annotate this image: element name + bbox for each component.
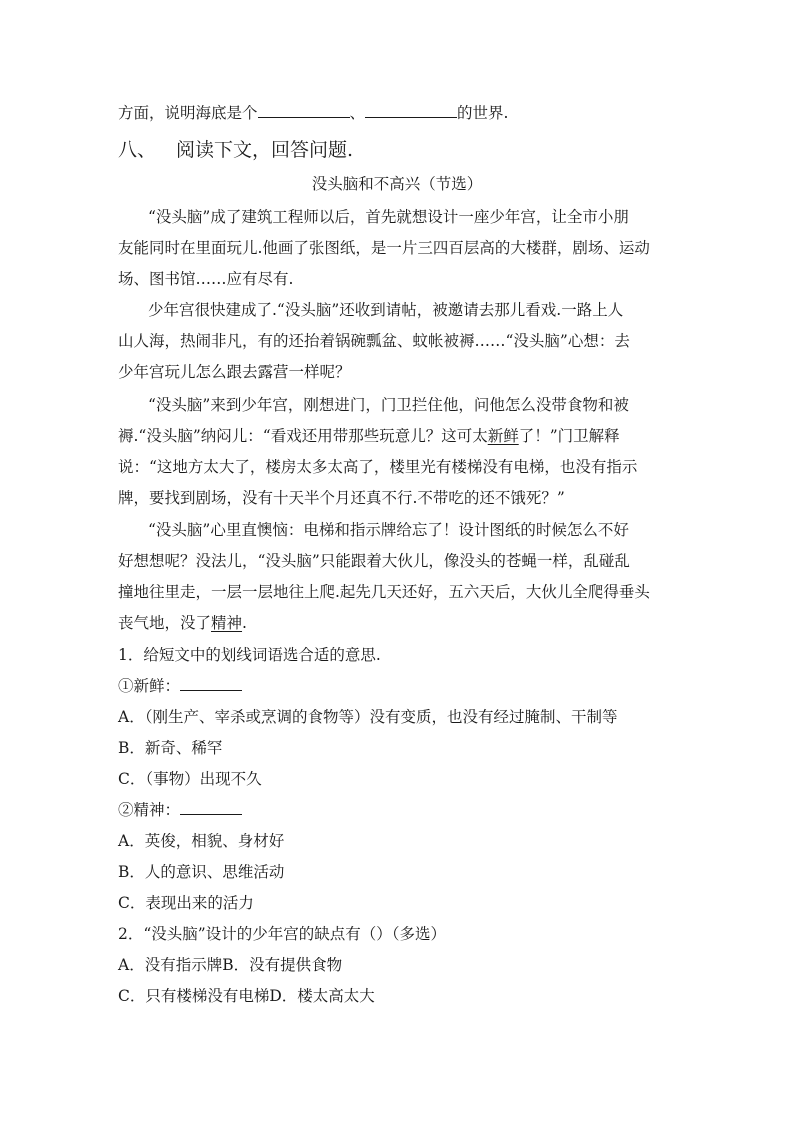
answer-blank-1[interactable] xyxy=(258,103,350,118)
option-item: A．没有指示牌B．没有提供食物 xyxy=(118,956,343,974)
passage-title: 没头脑和不高兴（节选） xyxy=(311,175,483,193)
option-item: B．人的意识、思维活动 xyxy=(118,863,285,881)
passage-text: . xyxy=(242,614,247,632)
passage-text: 丧气地，没了 xyxy=(118,614,212,632)
answer-blank-3[interactable] xyxy=(180,676,242,691)
option-item: C．（事物）出现不久 xyxy=(118,770,262,788)
passage-line: “没头脑”心里直懊恼：电梯和指示牌给忘了！设计图纸的时候怎么不好 xyxy=(148,521,629,539)
answer-blank-4[interactable] xyxy=(180,800,242,815)
passage-line: “没头脑”来到少年宫，刚想进门，门卫拦住他，问他怎么没带食物和被 xyxy=(148,396,629,414)
sub-question-label: ②精神： xyxy=(118,801,181,819)
passage-line: 撞地往里走，一层一层地往上爬.起先几天还好，五六天后，大伙儿全爬得垂头 xyxy=(118,583,650,601)
sub-question-label: ①新鲜： xyxy=(118,677,181,695)
question-1-sub2 xyxy=(118,800,242,820)
option-item: C．表现出来的活力 xyxy=(118,894,254,912)
passage-line: 说：“这地方太大了，楼房太多太高了，楼里光有楼梯没有电梯，也没有指示 xyxy=(118,458,638,476)
section-title: 阅读下文，回答问题. xyxy=(176,139,354,161)
underlined-word-xinxian: 新鲜 xyxy=(487,427,519,445)
passage-line xyxy=(118,613,247,633)
passage-text: 褥.“没头脑”纳闷儿：“看戏还用带那些玩意儿？这可太 xyxy=(118,427,488,445)
option-item: C．只有楼梯没有电梯D．楼太高太大 xyxy=(118,987,375,1005)
intro-text-before: 方面，说明海底是个 xyxy=(118,104,258,122)
option-item: A．（刚生产、宰杀或烹调的食物等）没有变质，也没有经过腌制、干制等 xyxy=(118,708,618,726)
passage-line: 少年宫很快建成了.“没头脑”还收到请帖，被邀请去那儿看戏.一路上人 xyxy=(148,301,624,319)
passage-line: 少年宫玩儿怎么跟去露营一样呢？ xyxy=(118,363,351,381)
intro-text-after: 的世界. xyxy=(457,104,509,122)
question-1-stem: 1．给短文中的划线词语选合适的意思. xyxy=(118,646,381,664)
section-number: 八、 xyxy=(118,139,157,161)
underlined-word-jingshen: 精神 xyxy=(211,614,243,632)
passage-line: 山人海，热闹非凡，有的还抬着锅碗瓢盆、蚊帐被褥……“没头脑”心想：去 xyxy=(118,332,630,350)
intro-separator: 、 xyxy=(349,104,366,122)
intro-fill-in-line xyxy=(118,103,508,123)
question-2-stem: 2．“没头脑”设计的少年宫的缺点有（）（多选） xyxy=(118,925,446,943)
section-heading xyxy=(118,138,353,162)
passage-line: “没头脑”成了建筑工程师以后，首先就想设计一座少年宫，让全市小朋 xyxy=(148,208,629,226)
passage-text: 了！”门卫解释 xyxy=(518,427,620,445)
passage-line: 场、图书馆……应有尽有. xyxy=(118,270,294,288)
question-1-sub1 xyxy=(118,676,242,696)
passage-line: 牌，要找到剧场，没有十天半个月还真不行.不带吃的还不饿死？” xyxy=(118,489,565,507)
option-item: A．英俊，相貌、身材好 xyxy=(118,832,285,850)
passage-line xyxy=(118,426,620,446)
answer-blank-2[interactable] xyxy=(365,103,457,118)
passage-line: 友能同时在里面玩儿.他画了张图纸，是一片三四百层高的大楼群，剧场、运动 xyxy=(118,239,650,257)
option-item: B．新奇、稀罕 xyxy=(118,739,223,757)
passage-line: 好想想呢？没法儿，“没头脑”只能跟着大伙儿，像没头的苍蝇一样，乱碰乱 xyxy=(118,552,630,570)
